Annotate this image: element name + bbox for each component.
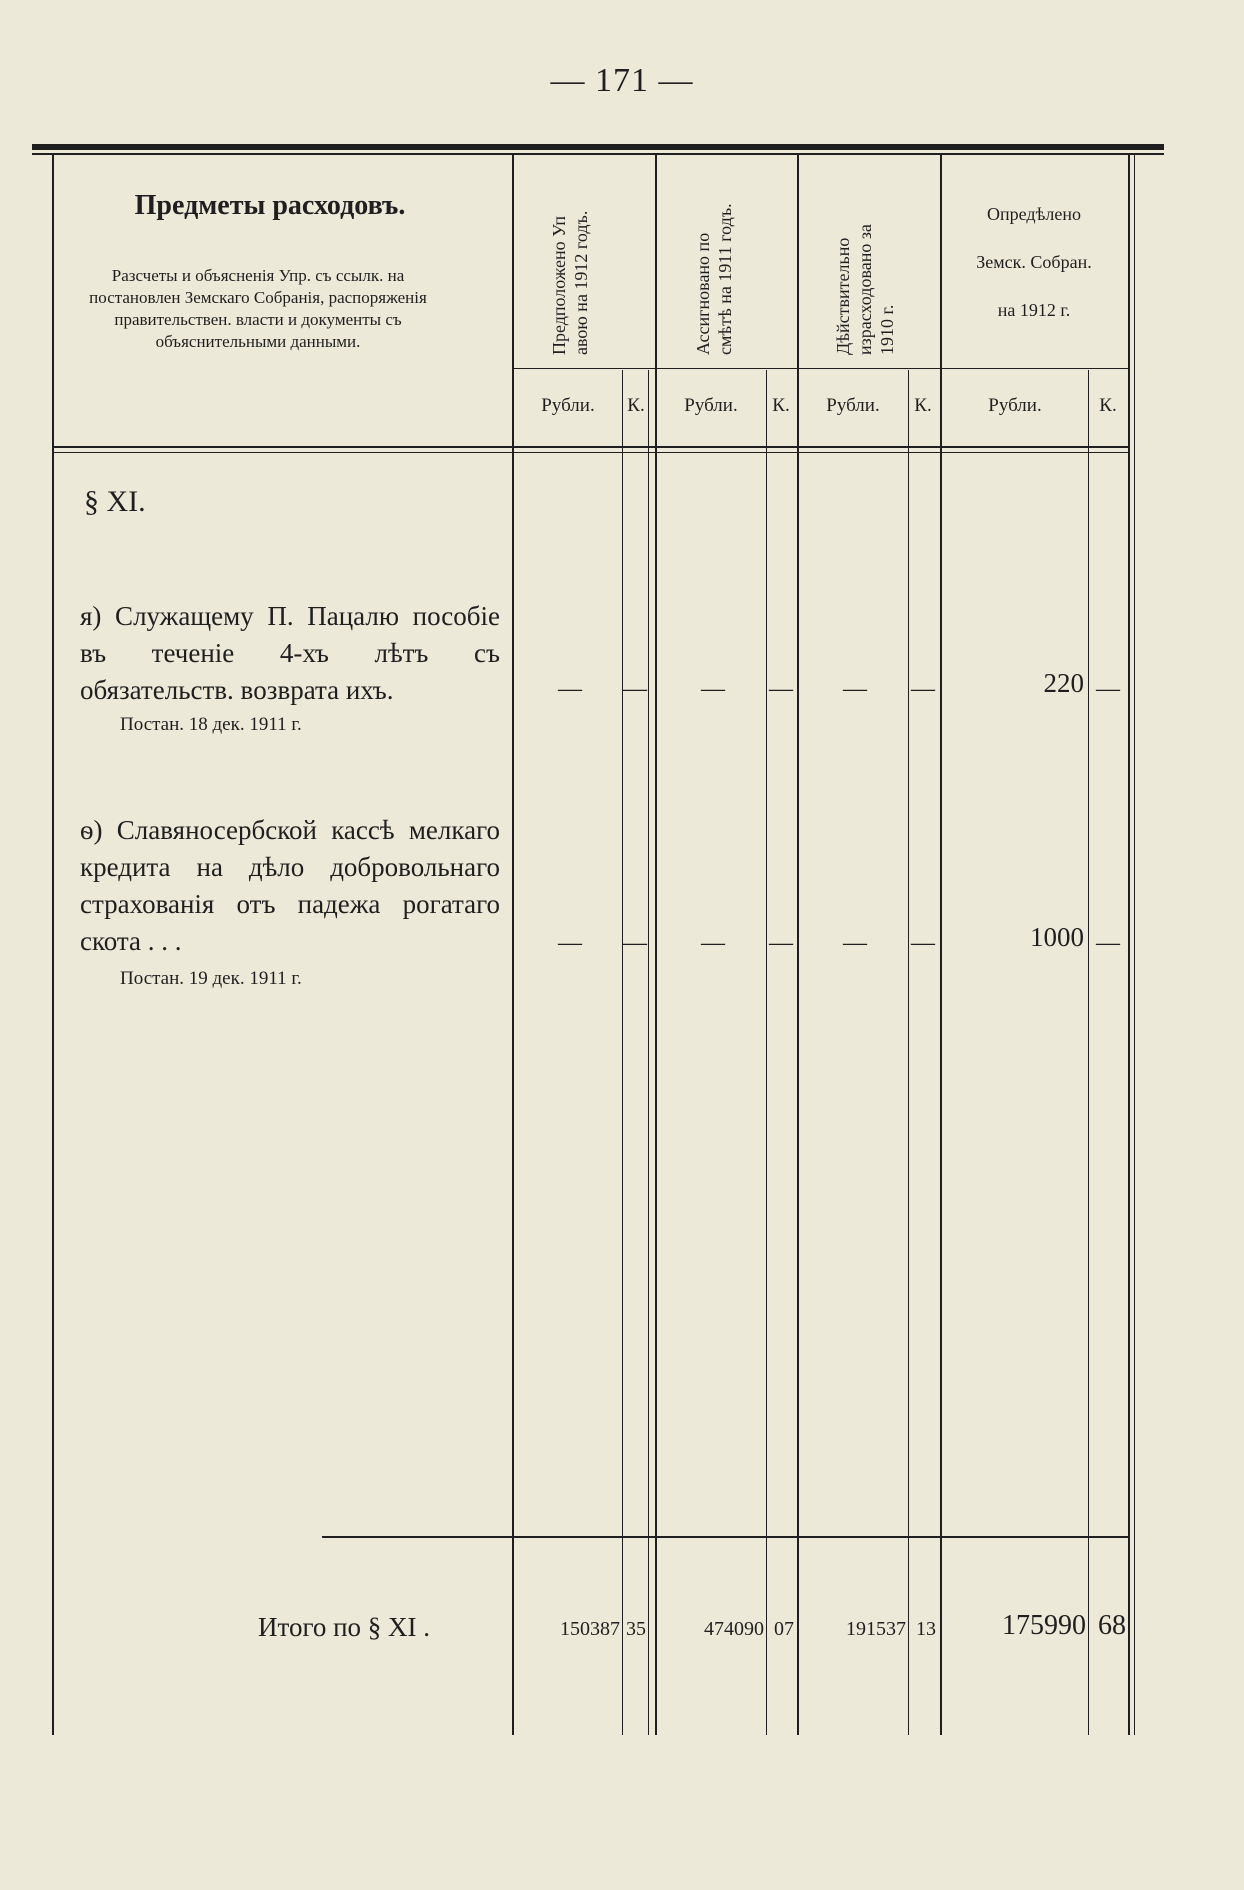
item-1-dash-c3: —: [843, 676, 867, 702]
unit-rub-1: Рубли.: [541, 395, 595, 416]
header-col-determined-3: на 1912 г.: [997, 300, 1071, 320]
unit-kop-2: К.: [772, 395, 790, 416]
header-col-determined-1: Опредѣлено: [987, 204, 1081, 224]
header-bottom-line: [52, 446, 1128, 448]
section-heading: § XI.: [84, 485, 146, 518]
header-col-proposed: Предположено Уп авою на 1912 годъ.: [549, 210, 591, 355]
item-2-value-rub: 1000: [1030, 922, 1084, 952]
item-1-value-kop: —: [1096, 676, 1120, 702]
unit-rub-2: Рубли.: [684, 395, 738, 416]
item-1-text: я) Служащему П. Пацалю пособіе въ теченіе 4-хъ лѣтъ съ обязательств. вoзврата ихъ.: [80, 601, 500, 705]
total-c4-kop: 68: [1098, 1610, 1126, 1641]
item-1-dash-c1k: —: [623, 676, 647, 702]
header-note: Разсчеты и объясненія Упр. съ ссылк. на постановлен Земскаго Собранія, распоряженія правительствен. власти и документы съ объяснительными данными.: [89, 266, 427, 351]
item-2-resolution: Постан. 19 дек. 1911 г.: [120, 968, 302, 989]
kop-divider-3: [908, 370, 909, 1735]
total-c1-rub: 150387: [560, 1618, 620, 1640]
unit-kop-3: К.: [914, 395, 932, 416]
total-c3-kop: 13: [916, 1618, 936, 1640]
table-right-border: [1128, 155, 1130, 1735]
item-2-value-kop: —: [1096, 930, 1120, 956]
item-2-text: ѳ) Славяносербской кассѣ мелкаго кредита на дѣло добровольнаго страхованія отъ падежа рогатаго скота . . .: [80, 815, 500, 956]
header-col-assigned: Ассигновано по смѣтѣ на 1911 годъ.: [693, 203, 735, 355]
kop-divider-1: [622, 370, 623, 1735]
total-c2-kop: 07: [774, 1618, 794, 1640]
total-separator: [512, 1536, 1128, 1538]
header-title: Предметы расходовъ.: [134, 190, 406, 221]
unit-rub-3: Рубли.: [826, 395, 880, 416]
total-c3-rub: 191537: [846, 1618, 906, 1640]
unit-kop-4: К.: [1099, 395, 1117, 416]
item-1-dash-c3k: —: [911, 676, 935, 702]
page-number: — 171 —: [550, 62, 694, 99]
col-divider-2: [797, 155, 799, 1735]
unit-kop-1: К.: [627, 395, 645, 416]
text-column-separator: [322, 1536, 512, 1538]
item-2-dash-c2: —: [701, 930, 725, 956]
total-c4-rub: 175990: [1002, 1610, 1086, 1641]
top-rule-thick: [32, 144, 1164, 150]
item-2-dash-c2k: —: [769, 930, 793, 956]
table-right-border-outer: [1134, 155, 1135, 1735]
header-bottom-line-2: [52, 452, 1128, 453]
kop-divider-2: [766, 370, 767, 1735]
item-2-dash-c3: —: [843, 930, 867, 956]
item-2-dash-c1k: —: [623, 930, 647, 956]
unit-rub-4: Рубли.: [988, 395, 1042, 416]
total-c2-rub: 474090: [704, 1618, 764, 1640]
col-divider-1: [655, 155, 657, 1735]
item-1-dash-c1: —: [558, 676, 582, 702]
table-left-border: [52, 155, 54, 1735]
top-rule-thin: [32, 153, 1164, 155]
item-1-dash-c2: —: [701, 676, 725, 702]
kop-divider-4: [1088, 370, 1089, 1735]
item-1-resolution: Постан. 18 дек. 1911 г.: [120, 714, 302, 735]
col-divider-text: [512, 155, 514, 1735]
item-2-dash-c1: —: [558, 930, 582, 956]
item-2-dash-c3k: —: [911, 930, 935, 956]
item-1-dash-c2k: —: [769, 676, 793, 702]
header-split-line: [512, 368, 1128, 369]
item-1-value-rub: 220: [1043, 668, 1084, 698]
header-col-determined-2: Земск. Собран.: [976, 252, 1092, 272]
total-label: Итого по § XI .: [258, 1612, 431, 1642]
header-col-spent: Дѣйствительно израсходовано за 1910 г.: [833, 224, 897, 355]
kop-divider-1b: [648, 370, 649, 1735]
total-c1-kop: 35: [626, 1618, 646, 1640]
